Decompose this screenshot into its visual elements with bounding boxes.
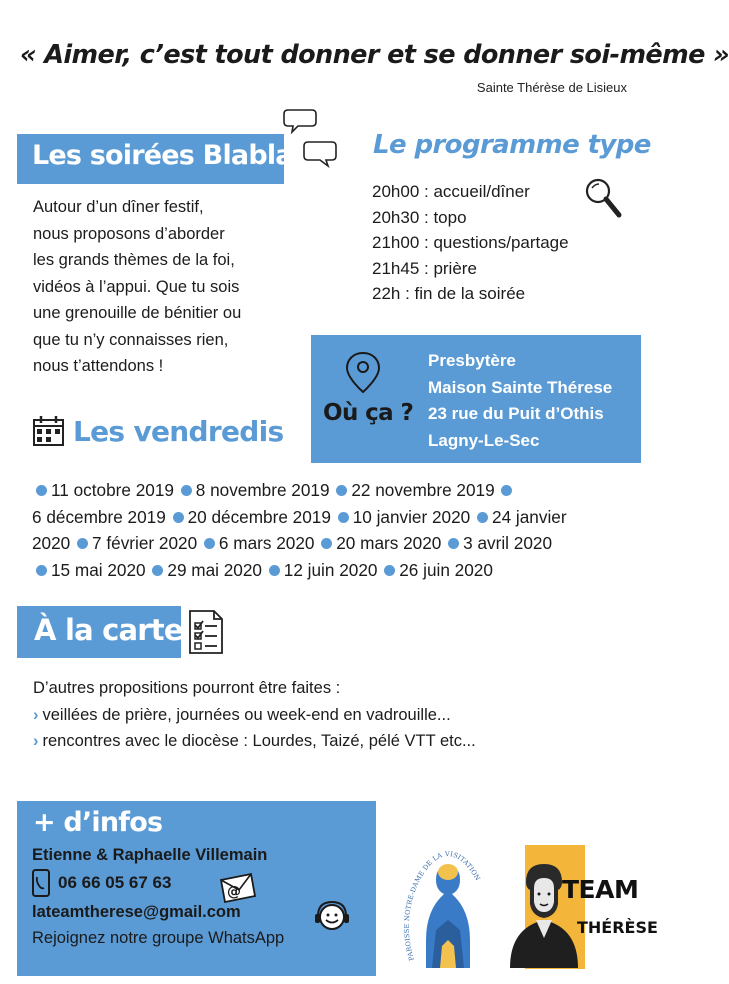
team-logo-title: TEAM: [562, 875, 639, 904]
chevron-right-icon: ›: [33, 705, 39, 724]
date-item: 26 juin 2020: [399, 559, 493, 580]
bullet-dot-icon: [321, 538, 332, 549]
blabla-line: nous proposons d’aborder: [33, 224, 225, 243]
programme-title: Le programme type: [373, 130, 651, 160]
address-line: Lagny-Le-Sec: [428, 430, 540, 450]
date-item: 20 mars 2020: [336, 533, 442, 553]
blabla-line: nous t’attendons !: [33, 357, 164, 375]
address-line: Maison Sainte Thérese: [428, 377, 613, 397]
bullet-dot-icon: [338, 512, 349, 523]
date-item: 7 février 2020: [92, 533, 198, 553]
team-logo-subtitle: THÉRÈSE: [577, 918, 658, 937]
programme-item: 21h45 : prière: [372, 258, 477, 278]
bullet-dot-icon: [336, 485, 347, 496]
bullet-dot-icon: [477, 512, 488, 523]
carte-item: › veillées de prière, journées ou week-end en vadrouille...: [33, 705, 451, 724]
bullet-dot-icon: [204, 538, 215, 549]
parish-logo: [396, 850, 500, 976]
address-line: Presbytère: [428, 351, 516, 370]
bullet-dot-icon: [448, 538, 459, 549]
dates-list: [34, 477, 639, 583]
headset-smiley-icon: [312, 898, 352, 934]
parish-seal-text: PAROISSE NOTRE-DAME DE LA VISITATION: [402, 850, 482, 962]
location-pin-icon: [343, 350, 383, 396]
programme-item: 20h30 : topo: [372, 207, 467, 227]
carte-content: [33, 675, 633, 755]
carte-title: À la carte: [17, 606, 181, 658]
dates-row: [32, 504, 639, 531]
contact-email[interactable]: lateamtherese@gmail.com: [32, 903, 241, 921]
date-item: 29 mai 2020: [167, 559, 262, 580]
date-item: 24 janvier: [492, 506, 567, 527]
bullet-dot-icon: [501, 485, 512, 496]
dates-row: [34, 477, 639, 504]
bullet-dot-icon: [36, 485, 47, 496]
bullet-dot-icon: [181, 485, 192, 496]
bullet-dot-icon: [269, 565, 280, 576]
blabla-line: que tu n’y connaisses rien,: [33, 330, 229, 349]
date-item: 6 décembre 2019: [32, 506, 166, 527]
date-item: 6 mars 2020: [218, 533, 315, 553]
chevron-right-icon: ›: [33, 732, 39, 750]
date-item: 15 mai 2020: [51, 559, 146, 580]
bullet-dot-icon: [36, 565, 47, 576]
quote-text: « Aimer, c’est tout donner et se donner soi-même »: [20, 40, 729, 70]
blabla-line: les grands thèmes de la foi,: [33, 251, 235, 269]
blabla-line: vidéos à l’appui. Que tu sois: [33, 277, 240, 296]
carte-intro: D’autres propositions pourront être faites :: [33, 679, 341, 697]
bullet-dot-icon: [384, 565, 395, 576]
date-item: 20 décembre 2019: [187, 506, 331, 527]
date-item: 3 avril 2020: [463, 533, 552, 553]
blabla-line: Autour d’un dîner festif,: [33, 198, 204, 216]
date-item: 12 juin 2020: [283, 559, 378, 580]
location-label: Où ça ?: [323, 400, 414, 426]
address-line: 23 rue du Puit d’Othis: [428, 404, 604, 423]
blabla-line: une grenouille de bénitier ou: [33, 304, 242, 322]
bullet-dot-icon: [152, 565, 163, 576]
checklist-icon: [186, 608, 226, 656]
date-item: 11 octobre 2019: [51, 480, 174, 500]
carte-item: › rencontres avec le diocèse : Lourdes, Taizé, pélé VTT etc...: [33, 732, 476, 750]
programme-item: 20h00 : accueil/dîner: [372, 182, 530, 201]
programme-item: 21h00 : questions/partage: [372, 233, 569, 252]
email-icon: [217, 870, 257, 904]
programme-list: [372, 179, 632, 307]
date-item: 10 janvier 2020: [352, 506, 471, 527]
contact-phone[interactable]: 06 66 05 67 63: [58, 873, 172, 892]
dates-row: [32, 530, 639, 557]
date-item: 22 novembre 2019: [351, 480, 495, 500]
vendredis-title: Les vendredis: [73, 415, 284, 448]
location-address: [428, 348, 612, 454]
dates-row: [34, 557, 639, 584]
date-item: 8 novembre 2019: [195, 480, 330, 500]
whatsapp-invite[interactable]: Rejoignez notre groupe WhatsApp: [32, 929, 285, 947]
phone-icon: [30, 868, 52, 898]
blabla-title: Les soirées Blabla: [17, 134, 284, 184]
date-item: 2020: [32, 533, 71, 553]
calendar-icon: [31, 414, 67, 448]
programme-item: 22h : fin de la soirée: [372, 284, 526, 303]
quote-author: Sainte Thérèse de Lisieux: [476, 80, 627, 95]
bullet-dot-icon: [173, 512, 184, 523]
infos-title: + d’infos: [33, 807, 163, 838]
blabla-description: [33, 194, 293, 380]
bullet-dot-icon: [77, 538, 88, 549]
contact-name: Etienne & Raphaelle Villemain: [32, 846, 268, 864]
svg-text:@: @: [227, 884, 241, 900]
